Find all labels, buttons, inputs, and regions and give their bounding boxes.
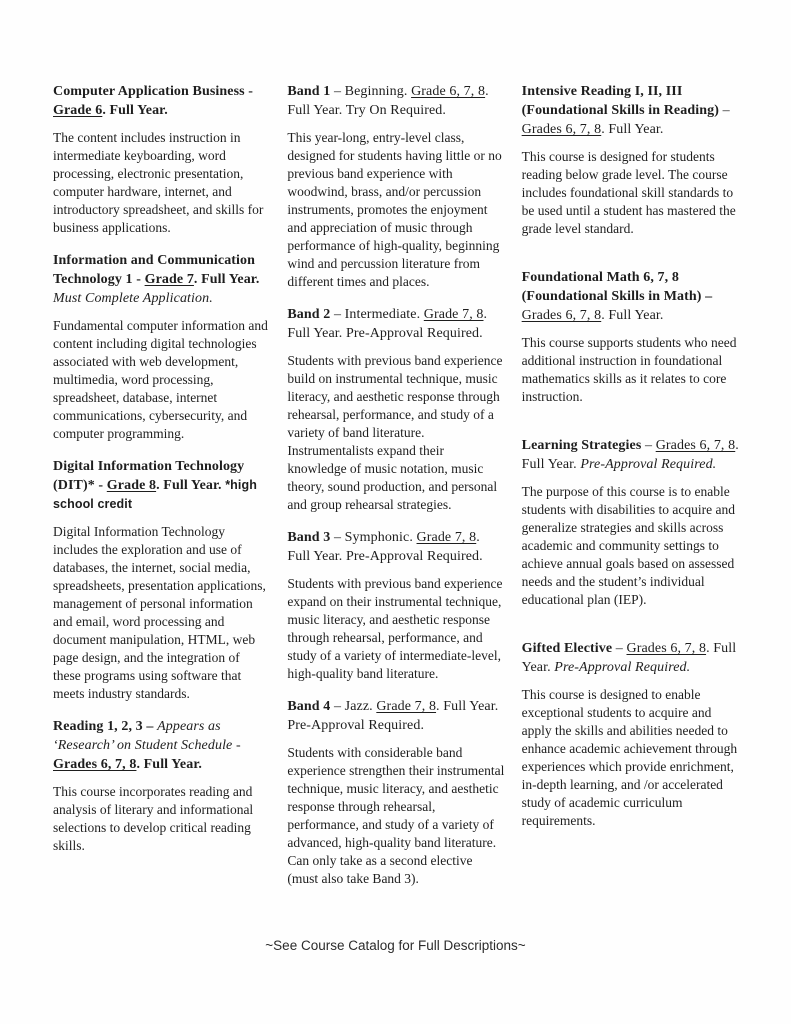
heading-run: Band 4 [287,699,331,714]
heading-run: Grade 6 [53,103,103,118]
heading-run: Grade 7, 8 [376,699,437,714]
heading-run: Foundational Math 6, 7, 8 (Foundational Skills in Math) – [521,270,713,304]
heading-run: Reading 1, 2, 3 – [53,719,158,734]
course-heading [287,697,504,735]
course-section [53,457,270,703]
course-section [287,305,504,514]
heading-run: . Full Year. [521,641,737,675]
footer-note: ~See Course Catalog for Full Descriptions~ [265,938,526,953]
heading-run: – [641,438,656,453]
heading-run: Information and Communication Technology 1 - [53,253,256,287]
course-section [522,436,739,609]
course-section [522,639,739,830]
heading-run: . Full Year. [136,757,202,772]
course-description: The content includes instruction in intermediate keyboarding, word processing, electronic presentation, computer hardware, internet, and introductory spreadsheet, and skills for business applications. [53,130,264,235]
column-3 [522,82,739,902]
heading-run: Grade 7, 8 [423,307,484,322]
course-description: This course is designed for students reading below grade level. The course includes foundational skill standards to be used until a student has mastered the grade level standard. [521,149,736,236]
heading-run: . Full Year. [521,438,739,472]
column-2 [287,82,504,902]
heading-run: Band 2 [287,307,331,322]
heading-run: Intensive Reading I, II, III (Foundational Skills in Reading) [521,84,719,118]
course-description: This course is designed to enable exceptional students to acquire and apply the skills and abilities needed to enhance academic achievement through experiences which provide enrichment, in-depth learning, and /or accelerated study of academic curriculum requirements. [521,687,738,828]
heading-run: . Full Year. [102,103,168,118]
course-heading [287,305,504,343]
course-section [522,268,739,406]
heading-run: Grade 8 [106,478,157,493]
heading-run: – Beginning. [330,84,412,99]
heading-run: Grades 6, 7, 8 [521,308,602,323]
course-heading [53,717,270,774]
heading-run: Grade 7 [144,272,194,287]
heading-run: *high school credit [53,478,257,511]
heading-run: . Full Year. Try On Required. [287,84,489,118]
course-section [287,697,504,888]
course-description: Students with considerable band experience strengthen their instrumental technique, music literacy, and aesthetic response through rehearsal, performance, and study of a variety of advanced, high-quality band literature. Can only take as a second elective (must also take Band 3). [287,745,505,886]
course-section [53,82,270,237]
heading-run: . Full Year. Pre-Approval Required. [287,530,483,564]
heading-run: . Full Year. Pre-Approval Required. [287,699,499,733]
course-heading [287,82,504,120]
heading-run: Appears as ‘Research’ on Student Schedule - [53,719,241,753]
heading-run: Grades 6, 7, 8 [626,641,707,656]
course-description: Students with previous band experience build on instrumental technique, music literacy, and aesthetic response through rehearsal, performance, and study of a variety of band literature. Instrumentalists expand their knowledge of music notation, music theory, sound production, and personal and group rehearsal strategies. [287,353,503,512]
heading-run: Learning Strategies [521,438,642,453]
heading-run: . Full Year. Pre-Approval Required. [287,307,488,341]
course-description: The purpose of this course is to enable students with disabilities to acquire and generalize strategies and skills across academic and community settings to achieve annual goals based on assessed needs and the student’s individual educational plan (IEP). [521,484,735,607]
course-heading [53,82,270,120]
heading-run: – [612,641,627,656]
heading-run: Digital Information Technology (DIT)* - [53,459,245,493]
heading-run: . Full Year. [601,308,664,323]
heading-run: Pre-Approval Required. [554,660,691,675]
heading-run: – Symphonic. [330,530,417,545]
course-description: This course supports students who need additional instruction in foundational mathematics skills as it relates to core instruction. [521,335,737,404]
course-heading [53,251,270,308]
heading-run: Pre-Approval Required. [580,457,717,472]
course-description: Fundamental computer information and content including digital technologies associated with web development, multimedia, word processing, spreadsheet, database, internet communications, cybersecurity, and computer programming. [53,318,268,441]
heading-run: Grade 7, 8 [416,530,477,545]
course-description: This course incorporates reading and analysis of literary and informational selections to develop critical reading skills. [53,784,254,853]
column-1 [53,82,270,902]
course-section [522,82,739,238]
course-section [53,251,270,443]
heading-run: Computer Application Business - [53,84,254,99]
heading-run: Band 3 [287,530,331,545]
heading-run: Band 1 [287,84,331,99]
heading-run: – Jazz. [330,699,377,714]
heading-run: Must Complete Application. [53,291,213,306]
course-heading [522,436,739,474]
heading-run: . Full Year. [156,478,226,493]
course-heading [522,639,739,677]
course-description: Students with previous band experience expand on their instrumental technique, music literacy, and aesthetic response through rehearsal, performance, and study of a variety of intermediate-level, high-quality band literature. [287,576,503,681]
course-section [287,528,504,683]
course-description: This year-long, entry-level class, designed for students having little or no previous band experience with woodwind, brass, and/or percussion instruments, promotes the enjoyment and appreciation of music through performance of high-quality, beginning wind and percussion literature from different times and places. [287,130,502,289]
course-heading [522,82,739,139]
course-section [287,82,504,291]
heading-run: Gifted Elective [521,641,613,656]
heading-run: Grades 6, 7, 8 [655,438,736,453]
heading-run: – [718,103,730,118]
course-heading [287,528,504,566]
heading-run: Grades 6, 7, 8 [53,757,137,772]
course-section [53,717,270,855]
course-heading [53,457,270,514]
heading-run: . Full Year. [193,272,260,287]
heading-run: Grades 6, 7, 8 [521,122,602,137]
course-description: Digital Information Technology includes the exploration and use of databases, the internet, social media, spreadsheets, presentation applications, management of personal information and email, word processing and document manipulation, HTML, web page design, and the integration of these programs using software that meets industry standards. [53,524,266,701]
heading-run: – Intermediate. [330,307,424,322]
heading-run: . Full Year. [601,122,664,137]
course-heading [522,268,739,325]
heading-run: Grade 6, 7, 8 [411,84,486,99]
course-columns [53,82,739,902]
